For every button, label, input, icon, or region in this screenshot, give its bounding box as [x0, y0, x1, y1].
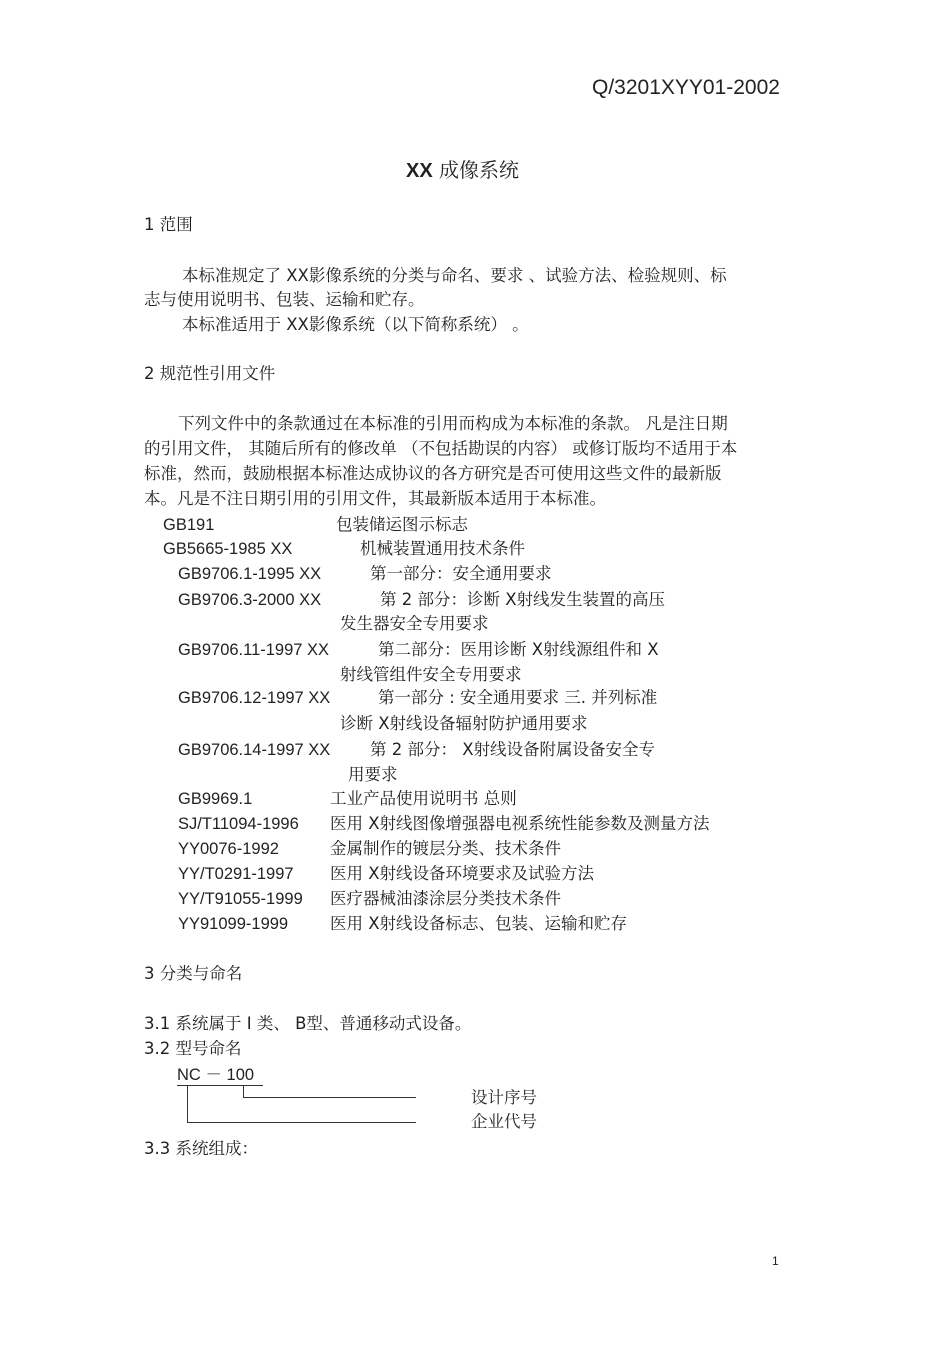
model-prefix: NC — [177, 1066, 201, 1084]
reference-item — [178, 891, 303, 908]
company-bracket-horizontal — [187, 1122, 416, 1123]
serial-number-label: 设计序号 — [471, 1088, 537, 1107]
section-3-2: 3.2 型号命名 — [144, 1039, 242, 1058]
section-2-heading: 2 规范性引用文件 — [144, 364, 276, 383]
reference-title: 医疗器械油漆涂层分类技术条件 — [330, 889, 561, 908]
reference-code: YY/T91055-1999 — [178, 890, 303, 908]
company-bracket-vertical — [187, 1085, 188, 1122]
reference-item — [178, 642, 329, 659]
section-3-3: 3.3 系统组成： — [144, 1139, 258, 1158]
section-2-para-line: 本。凡是不注日期引用的引用文件，其最新版本适用于本标准。 — [144, 489, 606, 508]
reference-title: 医用 X射线设备标志、包装、运输和贮存 — [330, 914, 628, 933]
reference-code: GB9706.1-1995 XX — [178, 565, 322, 583]
reference-item — [178, 566, 321, 583]
reference-code: YY91099-1999 — [178, 915, 289, 933]
reference-code: YY/T0291-1997 — [178, 865, 294, 883]
reference-title-cont: 射线管组件安全专用要求 — [340, 665, 522, 684]
title-text: 成像系统 — [439, 158, 520, 182]
reference-title: 金属制作的镀层分类、技术条件 — [330, 839, 561, 858]
reference-code: GB9706.11-1997 XX — [178, 641, 330, 659]
section-1-para-line: 本标准规定了 XX影像系统的分类与命名、要求 、试验方法、检验规则、标 — [182, 266, 727, 285]
section-1-heading: 1 范围 — [144, 215, 193, 234]
section-2-para-line: 的引用文件， 其随后所有的修改单 （不包括勘误的内容） 或修订版均不适用于本 — [144, 439, 738, 458]
reference-item — [163, 541, 292, 558]
reference-title: 工业产品使用说明书 总则 — [330, 789, 517, 808]
reference-title: 医用 X射线图像增强器电视系统性能参数及测量方法 — [330, 814, 710, 833]
document-title — [406, 154, 519, 183]
document-number: Q/3201XYY01-2002 — [592, 76, 780, 99]
reference-item — [178, 916, 288, 933]
reference-title: 第一部分：安全通用要求 — [370, 564, 552, 583]
reference-item — [178, 791, 252, 808]
reference-title: 第一部分 : 安全通用要求 三. 并列标准 — [378, 688, 658, 707]
model-code — [177, 1067, 254, 1084]
section-3-1: 3.1 系统属于 I 类、 B型、普通移动式设备。 — [144, 1014, 472, 1033]
reference-item — [178, 841, 279, 858]
reference-code: YY0076-1992 — [178, 840, 279, 858]
section-3-heading: 3 分类与命名 — [144, 964, 243, 983]
section-1-para-line: 志与使用说明书、包装、运输和贮存。 — [144, 290, 425, 309]
reference-code: GB9969.1 — [178, 790, 253, 808]
reference-title: 第 2 部分：诊断 X射线发生装置的高压 — [380, 590, 666, 609]
reference-item — [178, 742, 330, 759]
reference-code: GB9706.12-1997 XX — [178, 689, 331, 707]
reference-title: 医用 X射线设备环境要求及试验方法 — [330, 864, 595, 883]
serial-bracket-horizontal — [243, 1097, 416, 1098]
reference-title-cont: 诊断 X射线设备辐射防护通用要求 — [340, 714, 588, 733]
reference-item — [178, 866, 294, 883]
section-2-para-line: 下列文件中的条款通过在本标准的引用而构成为本标准的条款。 凡是注日期 — [178, 414, 728, 433]
reference-item — [178, 816, 299, 833]
reference-item — [163, 517, 214, 534]
section-2-para-line: 标准，然而，鼓励根据本标准达成协议的各方研究是否可使用这些文件的最新版 — [144, 464, 722, 483]
section-1-para-line: 本标准适用于 XX影像系统（以下简称系统） 。 — [182, 315, 529, 334]
title-bold: XX — [406, 160, 433, 182]
reference-item — [178, 690, 330, 707]
reference-title: 机械装置通用技术条件 — [360, 539, 525, 558]
reference-code: GB5665-1985 XX — [163, 540, 293, 558]
page-number: 1 — [772, 1254, 779, 1268]
serial-bracket-vertical — [243, 1085, 244, 1097]
reference-title-cont: 发生器安全专用要求 — [340, 614, 489, 633]
reference-code: GB9706.14-1997 XX — [178, 741, 331, 759]
reference-title: 第 2 部分： X射线设备附属设备安全专 — [370, 740, 656, 759]
reference-code: SJ/T11094-1996 — [178, 815, 299, 833]
reference-code: GB191 — [163, 516, 215, 534]
model-dash: － — [205, 1066, 222, 1084]
reference-code: GB9706.3-2000 XX — [178, 591, 322, 609]
reference-title-cont: 用要求 — [348, 765, 398, 784]
reference-title: 包装储运图示标志 — [336, 515, 468, 534]
company-code-label: 企业代号 — [471, 1112, 537, 1131]
model-underline — [177, 1085, 263, 1086]
reference-item — [178, 592, 321, 609]
reference-title: 第二部分：医用诊断 X射线源组件和 X — [378, 640, 659, 659]
model-number: 100 — [226, 1066, 255, 1084]
